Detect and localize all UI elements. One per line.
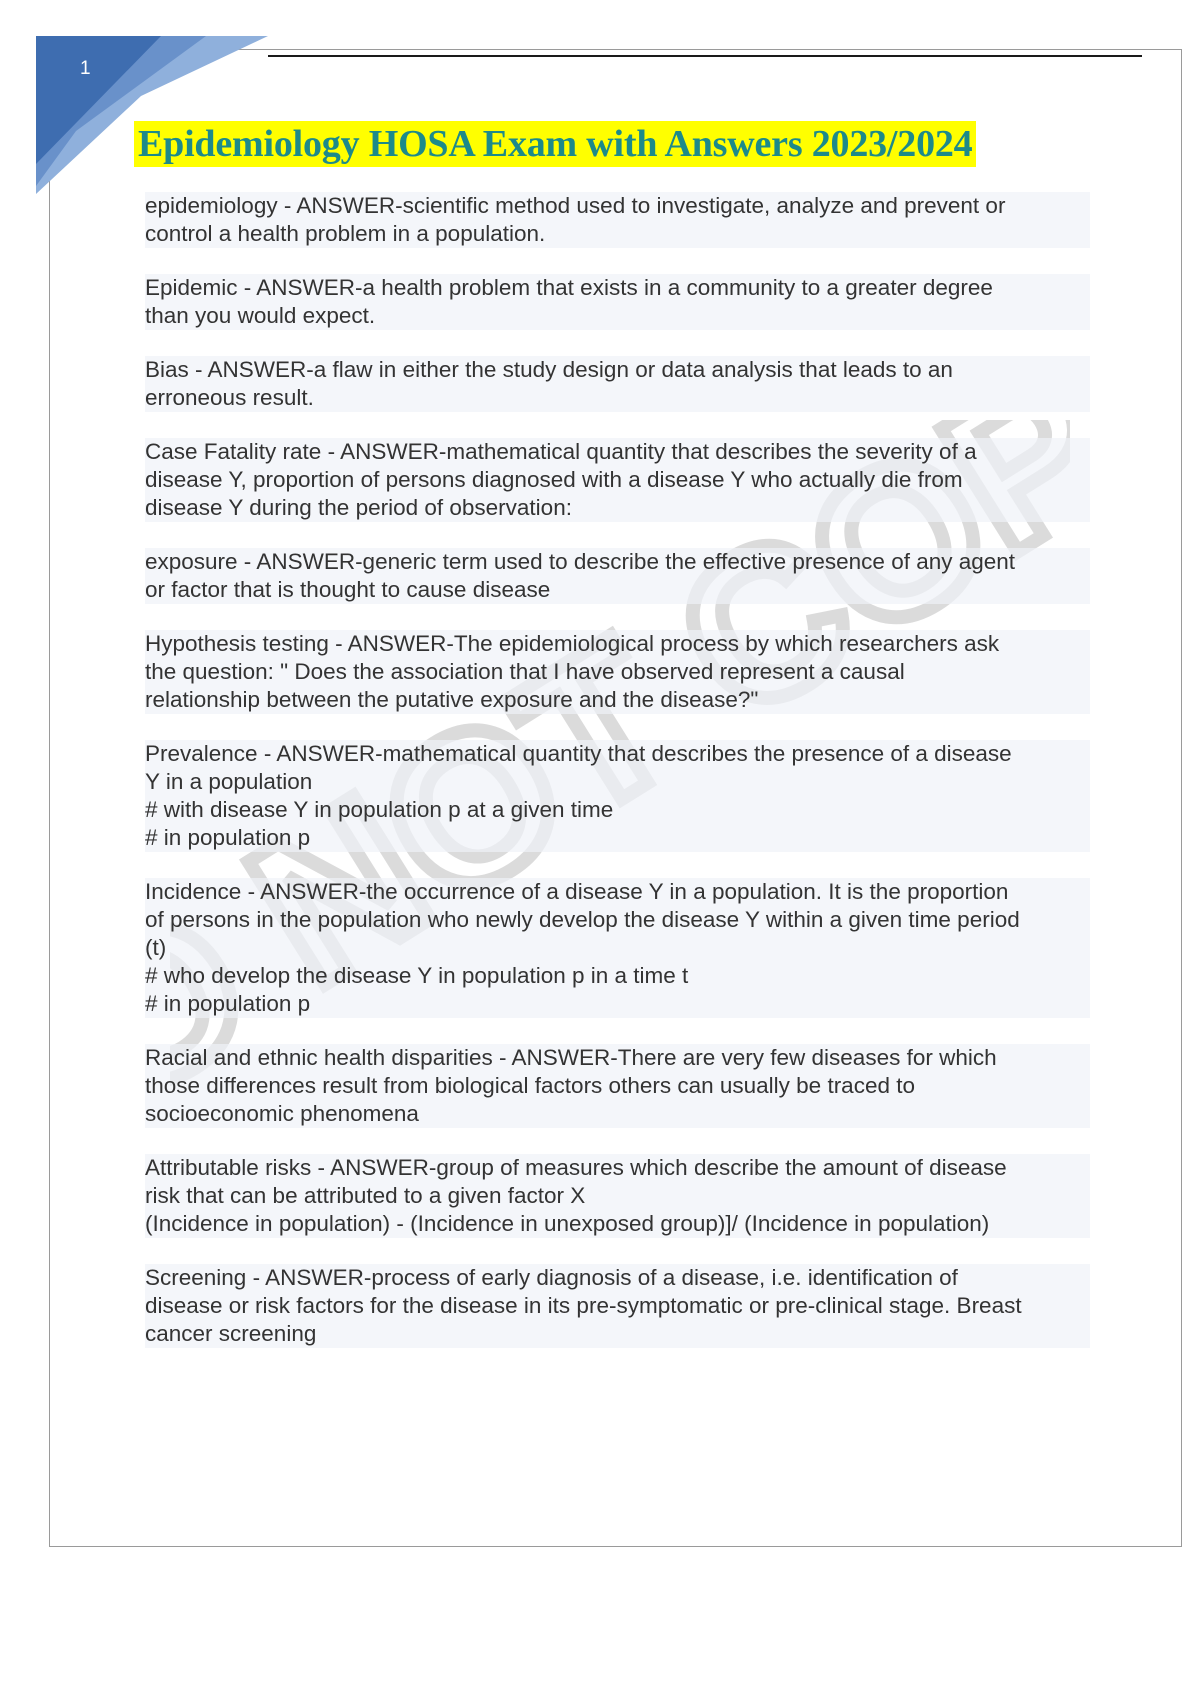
qa-line: Bias - ANSWER-a flaw in either the study design or data analysis that leads to an	[145, 356, 1090, 384]
qa-item	[145, 1264, 1090, 1348]
document-title: Epidemiology HOSA Exam with Answers 2023/2024	[134, 121, 976, 167]
qa-line: (t)	[145, 934, 1090, 962]
qa-line: risk that can be attributed to a given factor X	[145, 1182, 1090, 1210]
qa-line: socioeconomic phenomena	[145, 1100, 1090, 1128]
header-rule	[268, 55, 1142, 57]
qa-line: # in population p	[145, 990, 1090, 1018]
qa-item	[145, 1044, 1090, 1128]
qa-line: Screening - ANSWER-process of early diagnosis of a disease, i.e. identification of	[145, 1264, 1090, 1292]
qa-line: than you would expect.	[145, 302, 1090, 330]
qa-line: Y in a population	[145, 768, 1090, 796]
qa-item	[145, 740, 1090, 852]
qa-item	[145, 878, 1090, 1018]
qa-line: disease Y, proportion of persons diagnosed with a disease Y who actually die from	[145, 466, 1090, 494]
qa-line: epidemiology - ANSWER-scientific method used to investigate, analyze and prevent or	[145, 192, 1090, 220]
qa-item	[145, 1154, 1090, 1238]
qa-line: of persons in the population who newly develop the disease Y within a given time period	[145, 906, 1090, 934]
qa-line: (Incidence in population) - (Incidence in unexposed group)]/ (Incidence in population)	[145, 1210, 1090, 1238]
qa-line: control a health problem in a population.	[145, 220, 1090, 248]
qa-list	[145, 192, 1090, 1374]
qa-line: Epidemic - ANSWER-a health problem that exists in a community to a greater degree	[145, 274, 1090, 302]
qa-line: # with disease Y in population p at a given time	[145, 796, 1090, 824]
qa-line: Racial and ethnic health disparities - ANSWER-There are very few diseases for which	[145, 1044, 1090, 1072]
qa-line: cancer screening	[145, 1320, 1090, 1348]
qa-line: erroneous result.	[145, 384, 1090, 412]
qa-line: Incidence - ANSWER-the occurrence of a disease Y in a population. It is the proportion	[145, 878, 1090, 906]
qa-line: exposure - ANSWER-generic term used to describe the effective presence of any agent	[145, 548, 1090, 576]
qa-line: Attributable risks - ANSWER-group of measures which describe the amount of disease	[145, 1154, 1090, 1182]
qa-line: disease Y during the period of observation:	[145, 494, 1090, 522]
page-number: 1	[80, 58, 91, 79]
qa-line: Hypothesis testing - ANSWER-The epidemiological process by which researchers ask	[145, 630, 1090, 658]
qa-item	[145, 548, 1090, 604]
qa-item	[145, 630, 1090, 714]
qa-line: disease or risk factors for the disease in its pre-symptomatic or pre-clinical stage. Breast	[145, 1292, 1090, 1320]
qa-line: those differences result from biological factors others can usually be traced to	[145, 1072, 1090, 1100]
qa-line: # in population p	[145, 824, 1090, 852]
qa-item	[145, 192, 1090, 248]
qa-line: relationship between the putative exposure and the disease?"	[145, 686, 1090, 714]
qa-line: or factor that is thought to cause disease	[145, 576, 1090, 604]
qa-line: the question: " Does the association that I have observed represent a causal	[145, 658, 1090, 686]
qa-line: Case Fatality rate - ANSWER-mathematical quantity that describes the severity of a	[145, 438, 1090, 466]
qa-line: # who develop the disease Y in population p in a time t	[145, 962, 1090, 990]
qa-line: Prevalence - ANSWER-mathematical quantity that describes the presence of a disease	[145, 740, 1090, 768]
qa-item	[145, 356, 1090, 412]
qa-item	[145, 274, 1090, 330]
qa-item	[145, 438, 1090, 522]
